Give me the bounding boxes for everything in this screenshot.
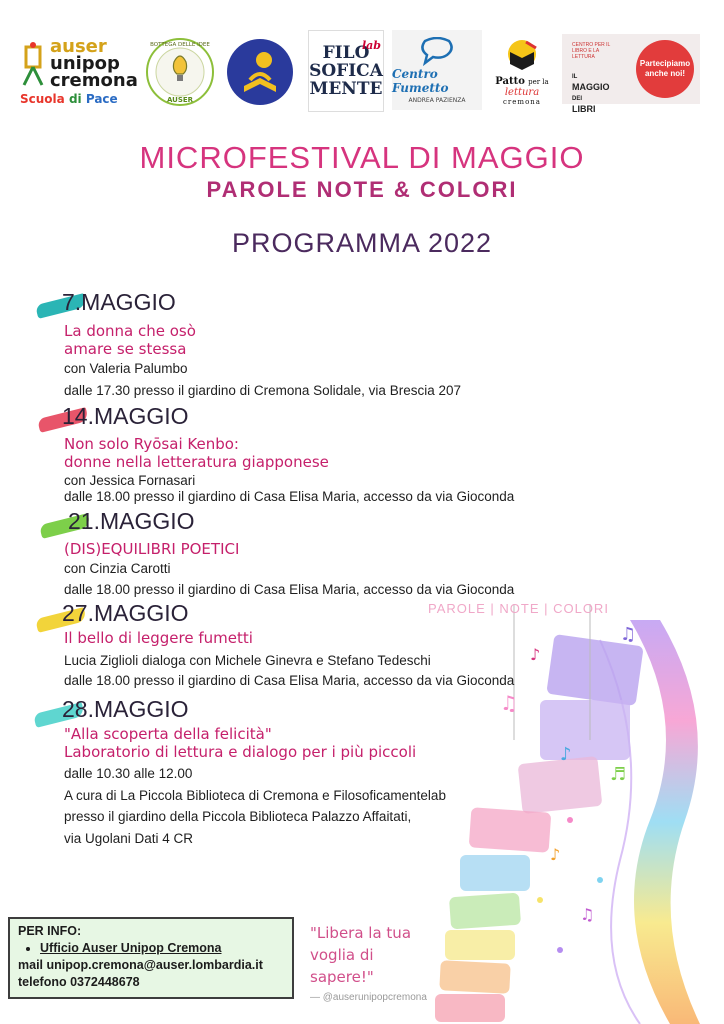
svg-text:♪: ♪ [560,744,572,765]
maggio-dei-libri-logo: CENTRO PER IL LIBRO E LA LETTURA IL MAGGIO DEI LIBRI Partecipiamo anche noi! [562,34,700,104]
svg-text:♫: ♫ [580,905,595,924]
event-speaker: con Cinzia Carotti [64,561,171,576]
auser-word: auser [50,36,107,57]
reading-child-logo [224,30,296,114]
event-date: 28.MAGGIO [62,696,189,722]
speech-bubble-icon [417,37,457,67]
event-speaker: con Jessica Fornasari [64,473,196,488]
svg-text:BOTTEGA DELLE IDEE: BOTTEGA DELLE IDEE [150,42,210,48]
cremona-word: cremona [50,70,138,91]
ufficio-auser-link[interactable]: Ufficio Auser Unipop Cremona [40,941,222,955]
svg-text:♬: ♬ [610,764,627,785]
partecipiamo-badge: Partecipiamo anche noi! [636,40,694,98]
event-date: 14.MAGGIO [62,403,189,429]
programme-title: PROGRAMMA 2022 [231,228,493,258]
event-title: (DIS)EQUILIBRI POETICI [64,540,240,558]
event-location: dalle 18.00 presso il giardino di Casa Elisa Maria, accesso da via Gioconda [64,673,515,688]
info-phone: telefono 0372448678 [18,975,140,989]
scuola-di-pace: Scuola di Pace [20,92,118,106]
event-location: dalle 17.30 presso il giardino di Cremona Solidale, via Brescia 207 [64,383,461,398]
event-location: dalle 18.00 presso il giardino di Casa Elisa Maria, accesso da via Gioconda [64,582,515,597]
filosoficamente-logo: FILO SOFICA MENTE lab [308,30,384,112]
event-title: Il bello di leggere fumetti [64,629,253,647]
event-location: presso il giardino della Piccola Biblioteca Palazzo Affaitati, [64,809,412,824]
svg-text:♫: ♫ [500,691,518,715]
event-time: dalle 10.30 alle 12.00 [64,766,193,781]
event-speaker: con Valeria Palumbo [64,361,188,376]
festival-title: MICROFESTIVAL DI MAGGIO [139,140,585,175]
event-date: 21.MAGGIO [68,508,195,534]
festival-subtitle: PAROLE NOTE & COLORI [206,177,518,202]
event-speaker: Lucia Ziglioli dialoga con Michele Ginevra e Stefano Tedeschi [64,653,431,668]
event-title: amare se stessa [64,340,187,358]
bottega-delle-idee-logo [144,30,216,114]
info-box [8,917,294,999]
event-address: via Ugolani Dati 4 CR [64,831,194,846]
event-title: donne nella letteratura giapponese [64,453,329,471]
social-handle: — @auserunipopcremona [310,992,427,1003]
event-date: 27.MAGGIO [62,600,189,626]
event-title: La donna che osò [64,322,196,340]
auser-unipop-logo [20,30,136,114]
svg-text:♪: ♪ [530,645,541,664]
event-organizer: A cura di La Piccola Biblioteca di Cremona e Filosoficamentelab [64,788,446,803]
event-date: 7.MAGGIO [62,289,176,315]
event-title: "Alla scoperta della felicità" [64,725,272,743]
event-location: dalle 18.00 presso il giardino di Casa Elisa Maria, accesso da via Gioconda [64,489,515,504]
event-title: Laboratorio di lettura e dialogo per i più piccoli [64,743,417,761]
info-heading: PER INFO: [18,924,82,938]
reading-hands-icon [502,38,542,76]
centro-fumetto-logo: Centro Fumetto ANDREA PAZIENZA [392,30,482,110]
unipop-word: unipop [50,53,120,74]
patto-per-la-lettura-logo: Patto per la lettura cremona [490,30,554,114]
event-title: Non solo Ryōsai Kenbo: [64,435,239,453]
quote: "Libera la tua voglia di sapere!" [310,924,412,986]
svg-text:♫: ♫ [620,624,637,645]
svg-text:AUSER: AUSER [166,96,194,104]
parole-note-colori-label: PAROLE | NOTE | COLORI [428,601,609,616]
svg-text:♪: ♪ [550,845,561,864]
info-mail: mail unipop.cremona@auser.lombardia.it [18,958,263,972]
easel-icon [20,41,46,87]
